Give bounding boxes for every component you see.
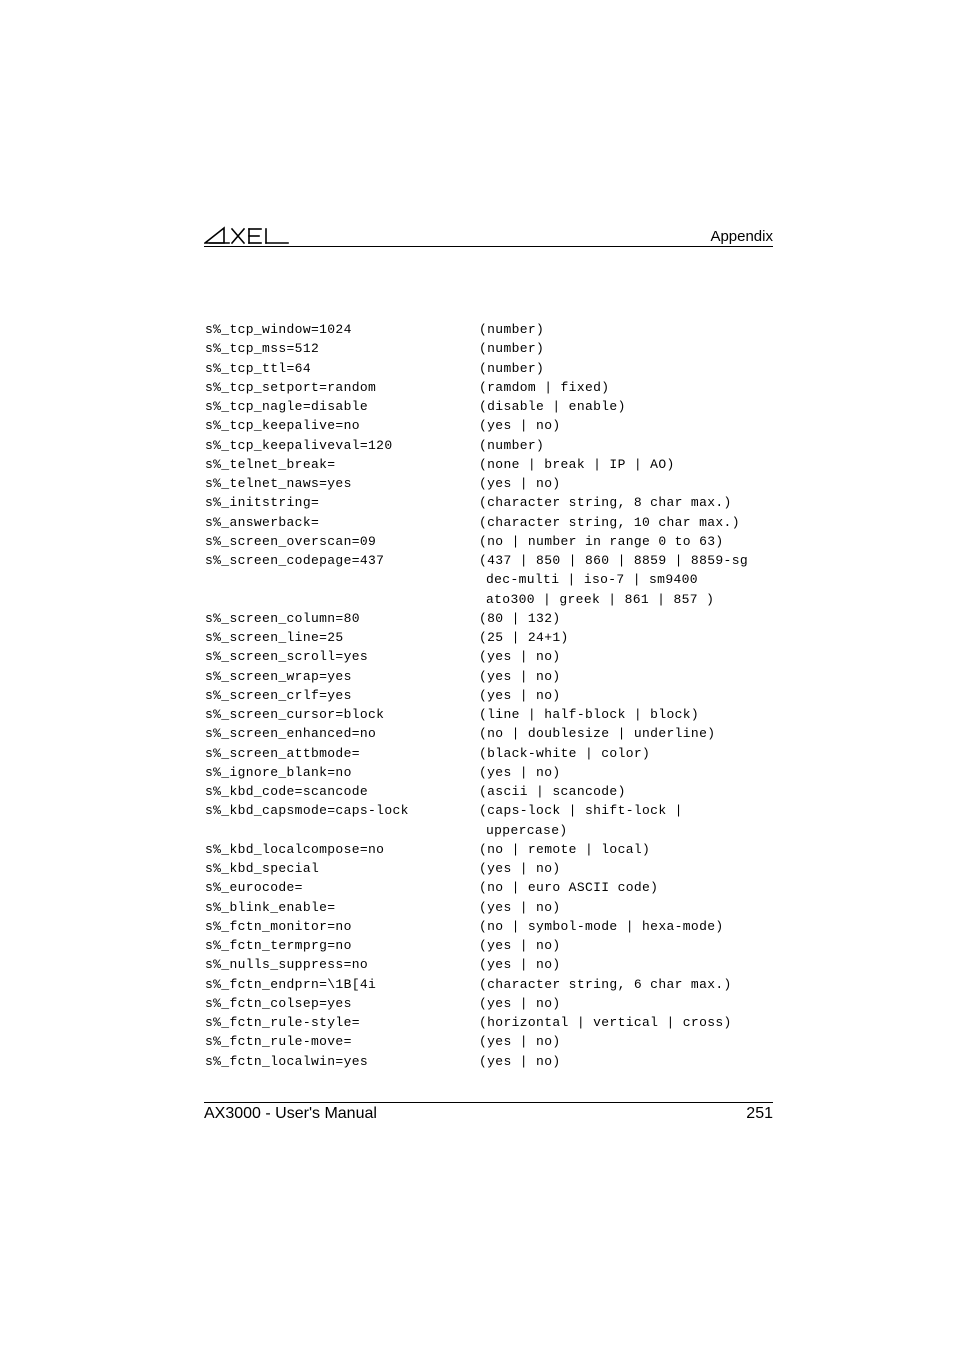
parameter-value-line: (437 | 850 | 860 | 8859 | 8859-sg: [479, 553, 748, 568]
parameter-value-line: (yes | no): [479, 418, 561, 434]
parameter-value-line: (yes | no): [479, 764, 561, 780]
parameter-entry: [205, 647, 775, 666]
parameter-key: s%_screen_column=80: [205, 610, 360, 626]
parameter-key: s%_tcp_ttl=64: [205, 360, 311, 376]
parameter-values: [479, 339, 775, 358]
parameter-entry: [205, 705, 775, 724]
parameter-values: [479, 994, 775, 1013]
parameter-values: [479, 975, 775, 994]
parameter-key: s%_initstring=: [205, 495, 320, 511]
parameter-entry: [205, 955, 775, 974]
parameter-value-line: (yes | no): [479, 938, 561, 953]
parameter-key: s%_kbd_localcompose=no: [205, 841, 385, 857]
parameter-value-line: (number): [479, 437, 545, 453]
parameter-value-line: (number): [479, 360, 545, 376]
parameter-key: s%_screen_codepage=437: [205, 553, 385, 568]
parameter-value-line: (no | euro ASCII code): [479, 880, 659, 896]
parameter-values: [479, 513, 775, 532]
parameter-value-line: (ascii | scancode): [479, 784, 626, 799]
parameter-entry: [205, 686, 775, 705]
parameter-values: [479, 782, 775, 801]
parameter-key: s%_screen_cursor=block: [205, 707, 385, 722]
parameter-values: [479, 416, 775, 435]
parameter-key: s%_tcp_keepalive=no: [205, 418, 360, 434]
parameter-values: [479, 628, 775, 647]
parameter-values: [479, 1013, 775, 1032]
parameter-value-line: (number): [479, 322, 545, 337]
parameter-entry: [205, 744, 775, 763]
parameter-values: [479, 936, 775, 955]
parameter-values: [479, 1052, 775, 1071]
parameter-values: [479, 493, 775, 512]
parameter-values: [479, 686, 775, 705]
parameter-value-line: (character string, 8 char max.): [479, 495, 732, 511]
parameter-value-line: (character string, 6 char max.): [479, 976, 732, 992]
parameter-value-line: (character string, 10 char max.): [479, 514, 740, 530]
parameter-value-line: (black-white | color): [479, 745, 651, 761]
parameter-values: [479, 878, 775, 897]
parameter-values: [479, 1032, 775, 1051]
parameter-value-line: (no | number in range 0 to 63): [479, 533, 724, 549]
parameter-entry: [205, 801, 775, 840]
parameter-entry: [205, 397, 775, 416]
parameter-key: s%_fctn_termprg=no: [205, 938, 352, 953]
parameter-entry: [205, 898, 775, 917]
parameter-key: s%_telnet_naws=yes: [205, 476, 352, 491]
parameter-value-line: (horizontal | vertical | cross): [479, 1015, 732, 1030]
parameter-value-line: (no | symbol-mode | hexa-mode): [479, 918, 724, 934]
parameter-key: s%_screen_crlf=yes: [205, 687, 352, 703]
parameter-key: s%_kbd_special: [205, 861, 320, 876]
parameter-key: s%_fctn_localwin=yes: [205, 1053, 369, 1069]
parameter-values: [479, 647, 775, 666]
parameter-key: s%_blink_enable=: [205, 899, 336, 915]
parameter-value-line: dec-multi | iso-7 | sm9400: [486, 572, 698, 588]
parameter-entry: [205, 975, 775, 994]
section-title: Appendix: [710, 228, 773, 245]
parameter-value-line: (yes | no): [479, 649, 561, 665]
parameter-entry: [205, 359, 775, 378]
parameter-value-line: (25 | 24+1): [479, 630, 569, 645]
parameter-key: s%_screen_wrap=yes: [205, 668, 352, 684]
parameter-value-line: (no | doublesize | underline): [479, 726, 716, 742]
parameter-values: [479, 474, 775, 493]
parameter-key: s%_screen_attbmode=: [205, 745, 360, 761]
parameter-entry: [205, 455, 775, 474]
parameter-entry: [205, 1052, 775, 1071]
parameter-value-line: (80 | 132): [479, 610, 561, 626]
parameter-value-line: (disable | enable): [479, 399, 626, 414]
parameter-value-line: ato300 | greek | 861 | 857 ): [486, 591, 715, 607]
parameter-entry: [205, 609, 775, 628]
parameter-entry: [205, 436, 775, 455]
parameter-key: s%_tcp_nagle=disable: [205, 399, 369, 414]
parameter-values: [479, 705, 775, 724]
parameter-values: [479, 378, 775, 397]
parameter-key: s%_eurocode=: [205, 880, 303, 896]
parameter-values: [479, 359, 775, 378]
parameter-values: [479, 955, 775, 974]
parameter-entry: [205, 667, 775, 686]
parameter-entry: [205, 416, 775, 435]
parameter-key: s%_fctn_monitor=no: [205, 918, 352, 934]
parameter-key: s%_tcp_setport=random: [205, 379, 377, 395]
parameter-key: s%_ignore_blank=no: [205, 764, 352, 780]
parameter-entry: [205, 724, 775, 743]
parameter-list: [205, 320, 775, 1071]
parameter-key: s%_answerback=: [205, 514, 320, 530]
parameter-entry: [205, 936, 775, 955]
parameter-entry: [205, 493, 775, 512]
parameter-entry: [205, 513, 775, 532]
parameter-values: [479, 532, 775, 551]
parameter-values: [479, 320, 775, 339]
parameter-value-line: (yes | no): [479, 899, 561, 915]
parameter-key: s%_fctn_rule-move=: [205, 1034, 352, 1050]
parameter-values: [479, 436, 775, 455]
parameter-values: [479, 744, 775, 763]
parameter-entry: [205, 917, 775, 936]
parameter-entry: [205, 474, 775, 493]
parameter-entry: [205, 1032, 775, 1051]
parameter-value-line: (yes | no): [479, 668, 561, 684]
parameter-key: s%_kbd_capsmode=caps-lock: [205, 803, 409, 819]
parameter-key: s%_screen_overscan=09: [205, 533, 377, 549]
parameter-value-line: (yes | no): [479, 995, 561, 1011]
parameter-values: [479, 801, 775, 840]
parameter-values: [479, 917, 775, 936]
parameter-key: s%_fctn_endprn=\1B[4i: [205, 976, 377, 992]
parameter-entry: [205, 840, 775, 859]
parameter-key: s%_kbd_code=scancode: [205, 784, 369, 799]
parameter-value-line: (yes | no): [479, 476, 561, 491]
parameter-value-line: (yes | no): [479, 687, 561, 703]
parameter-entry: [205, 551, 775, 609]
parameter-values: [479, 898, 775, 917]
parameter-entry: [205, 320, 775, 339]
page-footer: [204, 1102, 773, 1127]
parameter-values: [479, 551, 775, 609]
parameter-key: s%_tcp_mss=512: [205, 341, 320, 357]
parameter-values: [479, 724, 775, 743]
parameter-value-line: (line | half-block | block): [479, 707, 700, 722]
parameter-entry: [205, 994, 775, 1013]
parameter-values: [479, 667, 775, 686]
parameter-value-line: (yes | no): [479, 957, 561, 973]
parameter-entry: [205, 859, 775, 878]
page-number: 251: [746, 1105, 773, 1122]
parameter-values: [479, 859, 775, 878]
parameter-key: s%_telnet_break=: [205, 456, 336, 472]
parameter-entry: [205, 782, 775, 801]
parameter-value-line: (number): [479, 341, 545, 357]
parameter-key: s%_tcp_window=1024: [205, 322, 352, 337]
parameter-value-line: (yes | no): [479, 1053, 561, 1069]
parameter-entry: [205, 378, 775, 397]
parameter-value-line: uppercase): [486, 822, 568, 838]
parameter-entry: [205, 628, 775, 647]
parameter-key: s%_fctn_rule-style=: [205, 1015, 360, 1030]
parameter-values: [479, 763, 775, 782]
parameter-key: s%_tcp_keepaliveval=120: [205, 437, 393, 453]
parameter-entry: [205, 339, 775, 358]
parameter-values: [479, 840, 775, 859]
parameter-entry: [205, 532, 775, 551]
parameter-value-line: (none | break | IP | AO): [479, 456, 675, 472]
parameter-key: s%_screen_enhanced=no: [205, 726, 377, 742]
parameter-key: s%_fctn_colsep=yes: [205, 995, 352, 1011]
parameter-value-line: (ramdom | fixed): [479, 379, 610, 395]
parameter-value-line: (no | remote | local): [479, 841, 651, 857]
manual-title: AX3000 - User's Manual: [204, 1105, 377, 1122]
parameter-values: [479, 609, 775, 628]
parameter-entry: [205, 878, 775, 897]
parameter-value-line: (yes | no): [479, 861, 561, 876]
parameter-value-line: (yes | no): [479, 1034, 561, 1050]
parameter-key: s%_nulls_suppress=no: [205, 957, 369, 973]
parameter-entry: [205, 1013, 775, 1032]
parameter-values: [479, 397, 775, 416]
parameter-key: s%_screen_scroll=yes: [205, 649, 369, 665]
parameter-values: [479, 455, 775, 474]
page-header: [204, 222, 773, 247]
parameter-value-line: (caps-lock | shift-lock |: [479, 803, 683, 819]
parameter-key: s%_screen_line=25: [205, 630, 344, 645]
axel-logo-icon: [204, 225, 290, 245]
parameter-entry: [205, 763, 775, 782]
